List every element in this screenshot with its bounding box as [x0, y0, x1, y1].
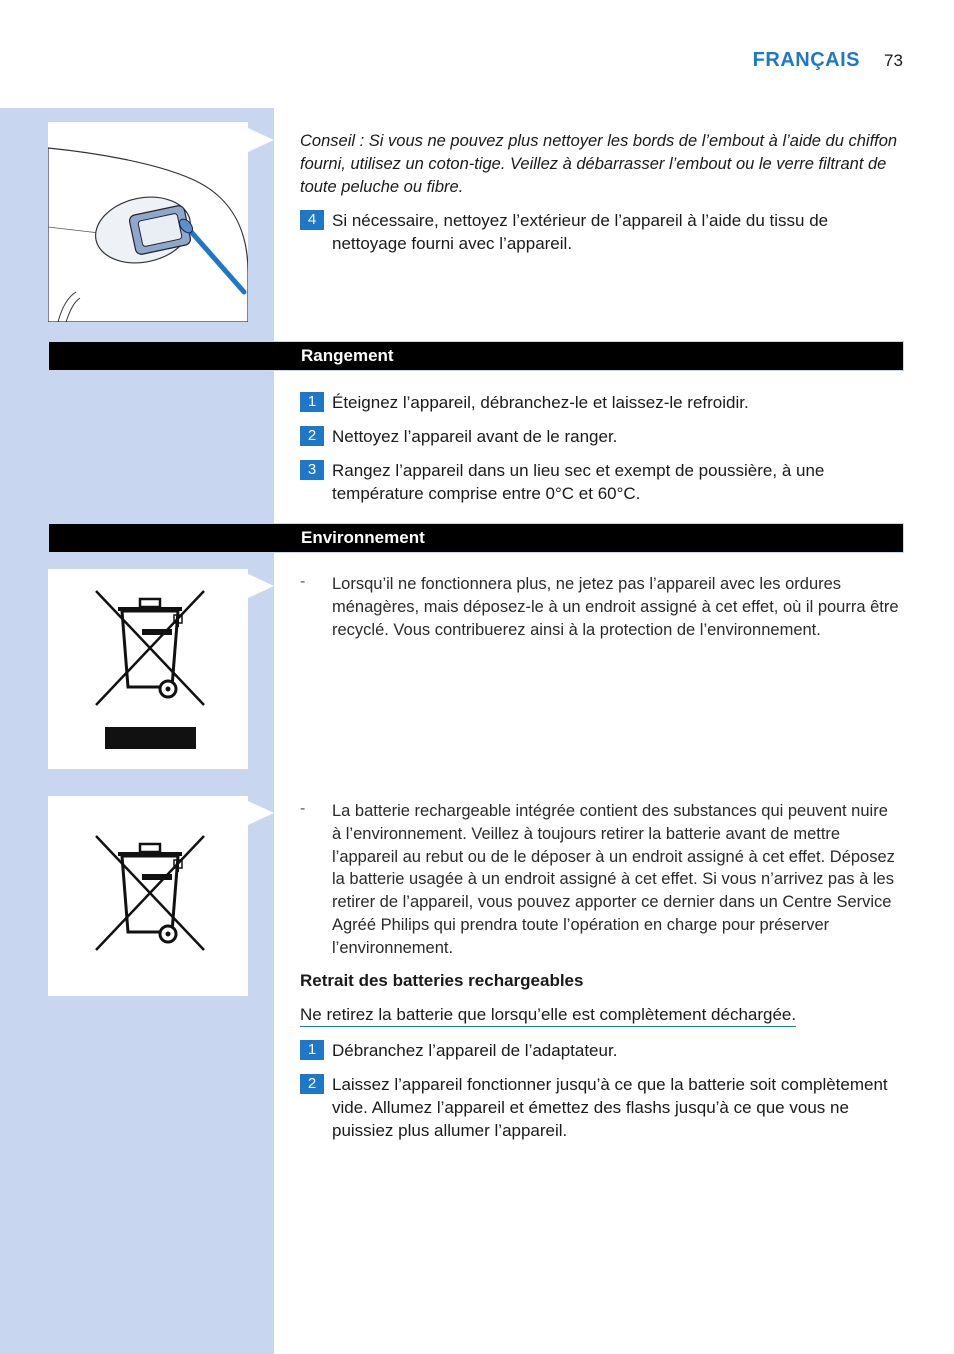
figure-pointer [248, 574, 274, 598]
bullet-dash: - [300, 800, 306, 817]
section-title: Environnement [301, 528, 425, 547]
step-number: 3 [300, 460, 324, 480]
step-number: 1 [300, 1040, 324, 1060]
language-heading: FRANÇAIS [752, 49, 860, 71]
step-number: 2 [300, 1074, 324, 1094]
crossed-bin-icon [48, 569, 248, 769]
step-text: Éteignez l’appareil, débranchez-le et laissez-le refroidir. [332, 393, 749, 412]
section-title: Rangement [301, 346, 394, 365]
step-text: Si nécessaire, nettoyez l’extérieur de l’appareil à l’aide du tissu de nettoyage fourni avec l’appareil. [332, 211, 829, 253]
page-number: 73 [884, 51, 903, 70]
step-text: Laissez l’appareil fonctionner jusqu’à ce que la batterie soit complètement vide. Allumez l’appareil et émettez des flashs jusqu’à ce que vous ne puissiez plus allumer l’appareil. [332, 1075, 888, 1140]
step-number: 2 [300, 426, 324, 446]
crossed-bin-battery-icon [48, 796, 248, 996]
bullet-text: Lorsqu’il ne fonctionnera plus, ne jetez pas l’appareil avec les ordures ménagères, mais déposez-le à un endroit assigné à cet effet, où il pourra être recyclé. Vous contribuerez ainsi à la protection de l’environnement. [332, 575, 899, 639]
battery-removal-heading: Retrait des batteries rechargeables [300, 971, 584, 990]
figure-pointer [248, 801, 274, 825]
step-text: Débranchez l’appareil de l’adaptateur. [332, 1041, 618, 1060]
section-environment [48, 523, 904, 553]
step-number: 4 [300, 210, 324, 230]
bullet-text: La batterie rechargeable intégrée contient des substances qui peuvent nuire à l’environnement. Veillez à toujours retirer la batterie avant de mettre l’appareil au rebut ou de le déposer à un endroit assigné à cet effet. Déposez la batterie usagée à un endroit assigné à cet effet. Si vous n’arrivez pas à les retirer de l’appareil, vous pouvez apporter ce dernier dans un Centre Service Agréé Philips qui prendra toute l’opération en charge pour préserver l’environnement. [332, 802, 895, 957]
step-number: 1 [300, 392, 324, 412]
figure-pointer [248, 128, 274, 152]
step-text: Rangez l’appareil dans un lieu sec et exempt de poussière, à une température comprise entre 0°C et 60°C. [332, 461, 825, 503]
cleaning-tip: Conseil : Si vous ne pouvez plus nettoyer les bords de l’embout à l’aide du chiffon fourni, utilisez un coton-tige. Veillez à débarrasser l’embout ou le verre filtrant de toute peluche ou fibre. [300, 132, 898, 196]
battery-removal-warning: Ne retirez la batterie que lorsqu’elle est complètement déchargée. [300, 1005, 796, 1027]
bullet-dash: - [300, 573, 306, 590]
device-cleaning-illustration [48, 122, 248, 322]
step-text: Nettoyez l’appareil avant de le ranger. [332, 427, 618, 446]
section-storage [48, 341, 904, 371]
